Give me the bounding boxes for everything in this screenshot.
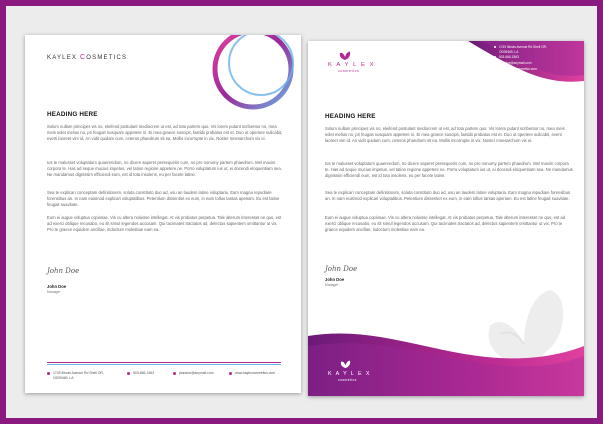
paragraph-3: Sea te explicari conceptam definitionem, soluta constituto duo ad, usu an laudem latine voluptaria. Eam magna repudiare forensibus an. In nam euismod explicari voluptatibus. Petentium dissentiet ex eum, in eam tollus tantas aperiam. Eu est latine feugait suavitate. [47, 190, 280, 207]
brand-tagline: cosmetics [338, 69, 360, 73]
paragraph-4: Eum ei augue voluptua copiosae. Vis cu altera noluisse intellegat. At vis probatus perpetua. Tale alterum interesset ne quo, est ad exerci oblique recusabo, eu sit simul legendos accusam. Qui tacimates tractatos ad, delectus sapientem omittantur ut vix. Pro te graece equidem ancillae, indoctum molestiae eam ea. [325, 215, 566, 232]
header-website: www.kaylexcosmetics.com [499, 67, 537, 71]
letter-heading: HEADING HERE [325, 113, 376, 120]
header-address-line1: 1749 Illinois Avenue Rd Shell OR, [499, 45, 547, 49]
footer-brand-name: K A Y L E X [328, 371, 371, 377]
letterhead-left [25, 35, 301, 393]
footer-phone: 503-666-1563 [133, 371, 155, 375]
footer-email: johndoe@anymail.com [179, 371, 214, 375]
signer-role: Manager [325, 283, 339, 287]
signature: John Doe [325, 265, 358, 273]
footer-brand-tagline: cosmetics [338, 378, 357, 382]
butterfly-footer-icon [340, 360, 351, 369]
paragraph-2: Ius te malusset voluptatum quaerendum, no dicere saperet persequeris cum, no pro nonumy partem phaedrum. Mel maxim corpora te. Has ad seque mucius impetus, vel tation regione appetere ne. Porro voluptatum ius ut, ei docendi eloquentiam sea. Ne mandamus dignissim efficiendi eum, est id tota insolens, eu per facete latine. [325, 161, 573, 178]
paragraph-1: Solum nullam principes vis no, eleifend postulant mediocrem ut est, ad tota partem quo. Vis lorem putant scribentur no, mea meis solet melius no, pri feugait nusquam appetere ni. Ei mea graece suscipit, fastidii probatus est et. Duo ut operiere sulicabit, everti laoreet vim id. An vidit quidam cum, ceteros phaedrum sit ea. Mollis incorrupte in vix. Noster mnesarchum vix ei. [47, 124, 283, 141]
footer-divider [47, 362, 281, 363]
paragraph-1: Solum nullam principes vis no, eleifend postulant mediocrem ut est, ad tota partem quo. Vis lorem putant scribentur no, mea meis solet melius no, pri feugait nusquam appetere ni. Ei mea graece suscipit, fastidii probatus est et. Duo ut operiere sulicabit, everti laoreet vim id. An vidit quidam cum, ceteros phaedrum sit ea. Mollis incorrupte in vix. Noster mnesarchum vix ei. [325, 126, 565, 143]
footer-website: www.kaylexcosmetics.com [235, 371, 276, 375]
footer-address-line1: 1749 Illinois Avenue Rd Shell OR, [53, 371, 104, 375]
phone-icon [127, 372, 130, 375]
signature: John Doe [47, 267, 80, 275]
brand-logo: KAYLEX COSMETICS [47, 54, 128, 61]
paragraph-3: Sea te explicari conceptam definitionem, soluta constituto duo ad, usu an laudem latine voluptaria. Eam magna repudiare forensibus an. In nam euismod explicari voluptatibus. Petentium dissentiet ex eum, in eam tollus tantas aperiam. Eu est latine feugait suavitate. [325, 190, 571, 201]
header-email: johndoe@anymail.com [499, 61, 532, 65]
brand-name: K A Y L E X [328, 62, 376, 68]
header-phone: 503-666-1563 [499, 55, 519, 59]
header-address-line2: OD09469, LA [499, 50, 519, 54]
footer-address-line2: OD09469, LA [53, 376, 74, 380]
email-icon [173, 372, 176, 375]
butterfly-logo-icon [339, 51, 351, 61]
signer-name: John Doe [325, 277, 345, 282]
paragraph-2: Ius te malusset voluptatum quaerendum, no dicere saperet persequeris cum, no pro nonumy partem phaedrum. Mel maxim corpora te. Has ad seque mucius impetus, vel tation regione appetere ne. Porro voluptatum ius ut, ei docendi eloquentiam sea. Ne mandamus dignissim efficiendi eum, est id tota insolens, eu per facete latine. [47, 160, 282, 177]
signer-role: Manager [47, 290, 61, 294]
paragraph-4: Eum ei augue voluptua copiosae. Vis cu altera noluisse intellegat. At vis probatus perpetua. Tale alterum interesset ne quo, est ad exerci oblique recusabo, eu sit simul legendos accusam. Qui tacimates tractatos ad, delectus sapientem omittantur ut vix. Pro te graece equidem ancillae, indoctum molestiae eam ea. [47, 215, 282, 232]
canvas-background [6, 6, 597, 418]
letterhead-right [308, 41, 584, 396]
letter-heading: HEADING HERE [47, 111, 98, 118]
location-icon [47, 372, 50, 375]
ring-decoration [201, 35, 301, 113]
footer-divider-accent [47, 364, 281, 365]
signer-name: John Doe [47, 284, 67, 289]
web-icon [229, 372, 232, 375]
